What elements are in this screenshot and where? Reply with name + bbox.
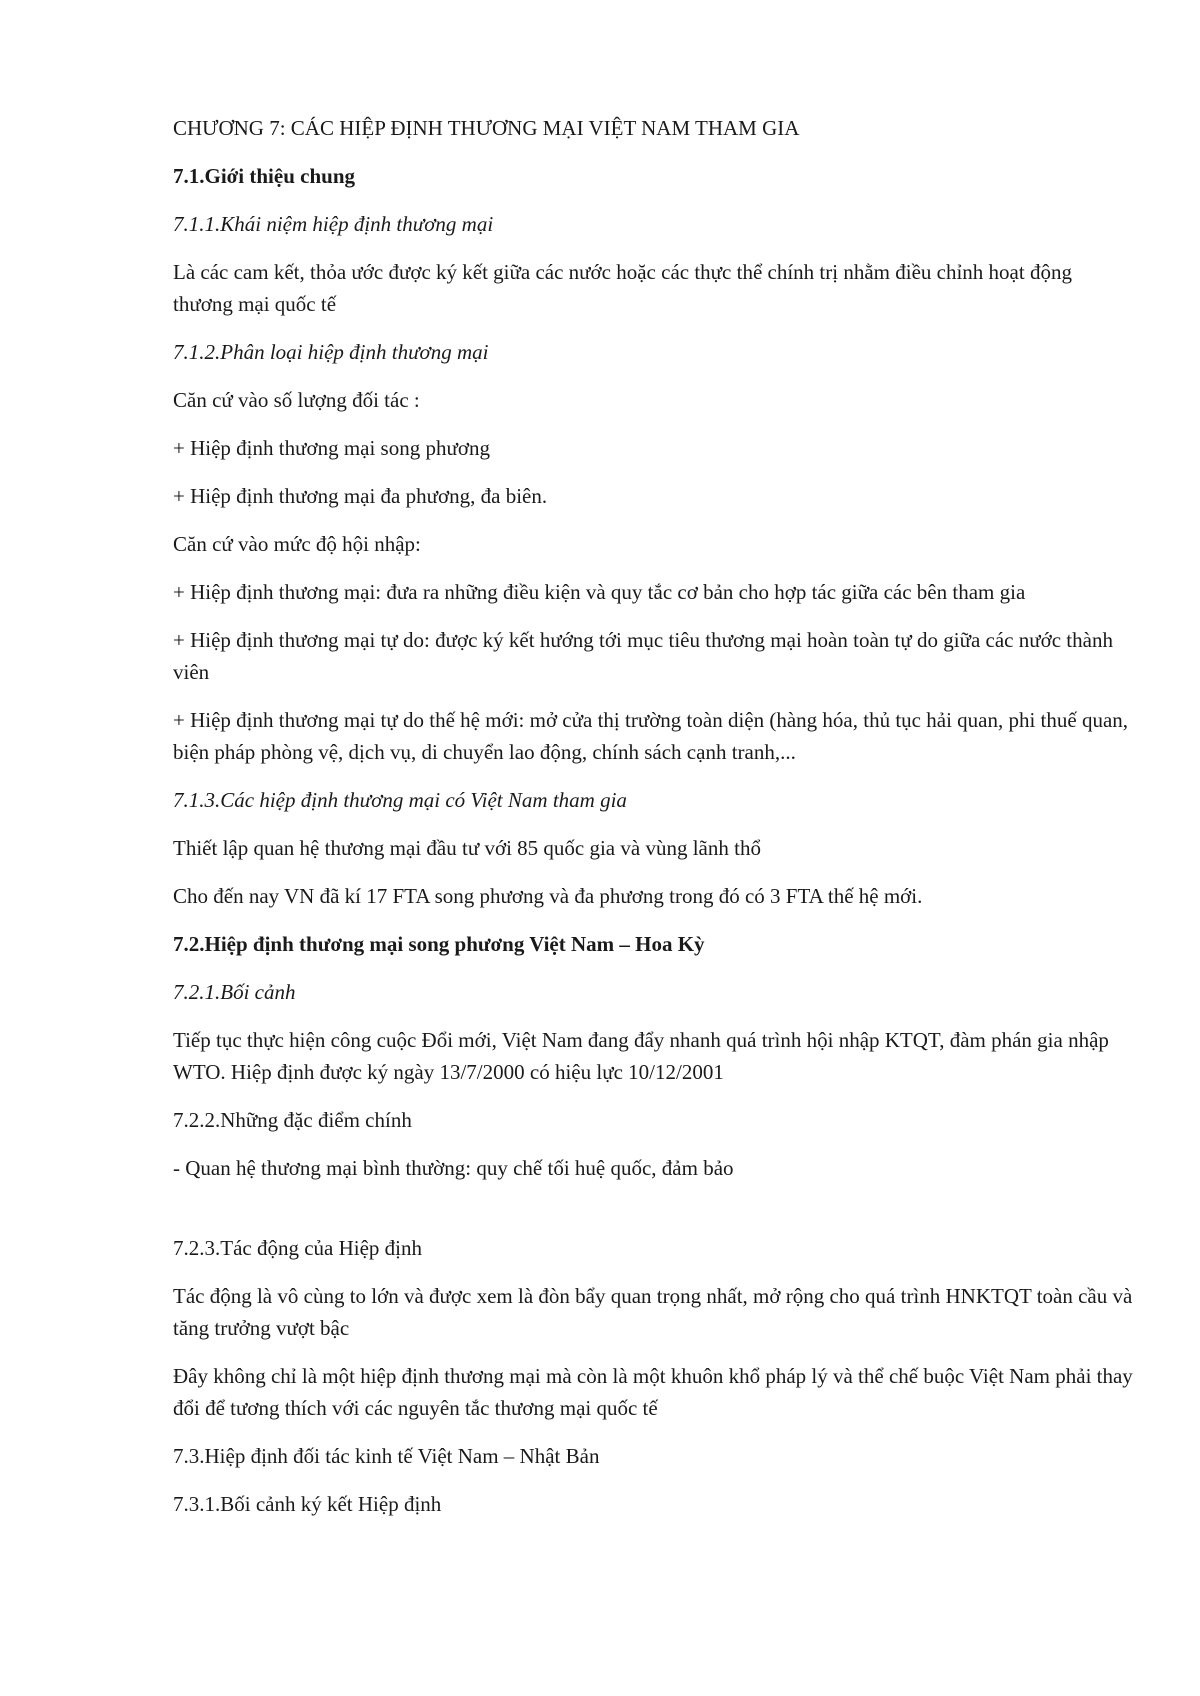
paragraph: Đây không chỉ là một hiệp định thương mại mà còn là một khuôn khổ pháp lý và thể chế buộc Việt Nam phải thay đổi để tương thích với các nguyên tắc thương mại quốc tế <box>173 1364 1133 1420</box>
paragraph: Căn cứ vào số lượng đối tác : <box>173 388 420 412</box>
subsection-heading-7-1-3: 7.1.3.Các hiệp định thương mại có Việt Nam tham gia <box>173 788 627 812</box>
list-item: + Hiệp định thương mại song phương <box>173 436 490 460</box>
subsection-heading-7-2-1: 7.2.1.Bối cảnh <box>173 980 296 1004</box>
list-item: + Hiệp định thương mại: đưa ra những điều kiện và quy tắc cơ bản cho hợp tác giữa các bên tham gia <box>173 580 1026 604</box>
paragraph: Tiếp tục thực hiện công cuộc Đổi mới, Việt Nam đang đẩy nhanh quá trình hội nhập KTQT, đàm phán gia nhập WTO. Hiệp định được ký ngày 13/7/2000 có hiệu lực 10/12/2001 <box>173 1028 1109 1084</box>
list-item: + Hiệp định thương mại đa phương, đa biên. <box>173 484 548 508</box>
paragraph: Cho đến nay VN đã kí 17 FTA song phương và đa phương trong đó có 3 FTA thế hệ mới. <box>173 884 923 908</box>
list-item: + Hiệp định thương mại tự do thế hệ mới: mở cửa thị trường toàn diện (hàng hóa, thủ tục hải quan, phi thuế quan, biện pháp phòng vệ, dịch vụ, di chuyển lao động, chính sách cạnh tranh,... <box>173 708 1129 764</box>
subsection-heading-7-1-2: 7.1.2.Phân loại hiệp định thương mại <box>173 340 489 364</box>
paragraph: Tác động là vô cùng to lớn và được xem là đòn bẩy quan trọng nhất, mở rộng cho quá trình HNKTQT toàn cầu và tăng trưởng vượt bậc <box>173 1284 1133 1340</box>
paragraph: Là các cam kết, thỏa ước được ký kết giữa các nước hoặc các thực thể chính trị nhằm điều chỉnh hoạt động thương mại quốc tế <box>173 260 1072 316</box>
document-body <box>173 112 1133 1536</box>
section-heading-7-1: 7.1.Giới thiệu chung <box>173 164 355 188</box>
paragraph: Căn cứ vào mức độ hội nhập: <box>173 532 421 556</box>
paragraph: Thiết lập quan hệ thương mại đầu tư với 85 quốc gia và vùng lãnh thổ <box>173 836 761 860</box>
section-heading-7-3: 7.3.Hiệp định đối tác kinh tế Việt Nam – Nhật Bản <box>173 1444 600 1468</box>
subsection-heading-7-2-2: 7.2.2.Những đặc điểm chính <box>173 1108 412 1132</box>
subsection-heading-7-2-3: 7.2.3.Tác động của Hiệp định <box>173 1236 423 1260</box>
list-item: - Quan hệ thương mại bình thường: quy chế tối huệ quốc, đảm bảo <box>173 1156 734 1180</box>
subsection-heading-7-3-1: 7.3.1.Bối cảnh ký kết Hiệp định <box>173 1492 442 1516</box>
subsection-heading-7-1-1: 7.1.1.Khái niệm hiệp định thương mại <box>173 212 494 236</box>
section-heading-7-2: 7.2.Hiệp định thương mại song phương Việt Nam – Hoa Kỳ <box>173 932 705 956</box>
chapter-title: CHƯƠNG 7: CÁC HIỆP ĐỊNH THƯƠNG MẠI VIỆT NAM THAM GIA <box>173 116 800 140</box>
list-item: + Hiệp định thương mại tự do: được ký kết hướng tới mục tiêu thương mại hoàn toàn tự do giữa các nước thành viên <box>173 628 1113 684</box>
